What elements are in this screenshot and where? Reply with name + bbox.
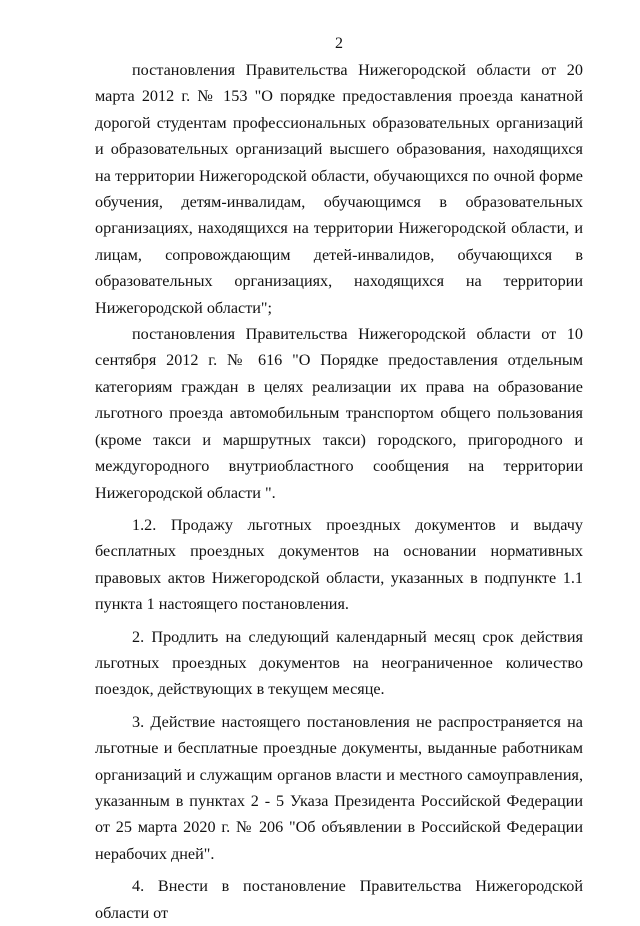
paragraph-item-4: 4. Внести в постановление Правительства Нижегородской области от: [95, 877, 583, 922]
paragraph-item-3: 3. Действие настоящего постановления не распространяется на льготные и бесплатные проездные документы, выданные работникам организаций и служащим органов власти и местного самоуправления, указанным в пунктах 2 - 5 Указа Президента Российской Федерации от 25 марта 2020 г. № 206 "Об объявлении в Российской Федерации нерабочих дней".: [95, 712, 583, 863]
paragraph-resolution-616: постановления Правительства Нижегородской области от 10 сентября 2012 г. № 616 "О Порядке предоставления отдельным категориям граждан в целях реализации их права на образование льготного проезда автомобильным транспортом общего пользования (кроме такси и маршрутных такси) городского, пригородного и междугородного внутриобластного сообщения на территории Нижегородской области ".: [95, 325, 583, 502]
paragraph-item-1-2: 1.2. Продажу льготных проездных документов и выдачу бесплатных проездных документов на основании нормативных правовых актов Нижегородской области, указанных в подпункте 1.1 пункта 1 настоящего постановления.: [95, 515, 583, 614]
paragraph-resolution-153: постановления Правительства Нижегородской области от 20 марта 2012 г. № 153 "О порядке предоставления проезда канатной дорогой студентам профессиональных образовательных организаций и образовательных организаций высшего образования, находящихся на территории Нижегородской области, обучающихся по очной форме обучения, детям-инвалидам, обучающимся в образовательных организациях, находящихся на территории Нижегородской области, и лицам, сопровождающим детей-инвалидов, обучающихся в образовательных организациях, находящихся на территории Нижегородской области";: [95, 61, 583, 317]
paragraph-item-2: 2. Продлить на следующий календарный месяц срок действия льготных проездных документов на неограниченное количество поездок, действующих в текущем месяце.: [95, 627, 583, 699]
page-number: 2: [335, 35, 343, 52]
document-body: [95, 57, 583, 926]
